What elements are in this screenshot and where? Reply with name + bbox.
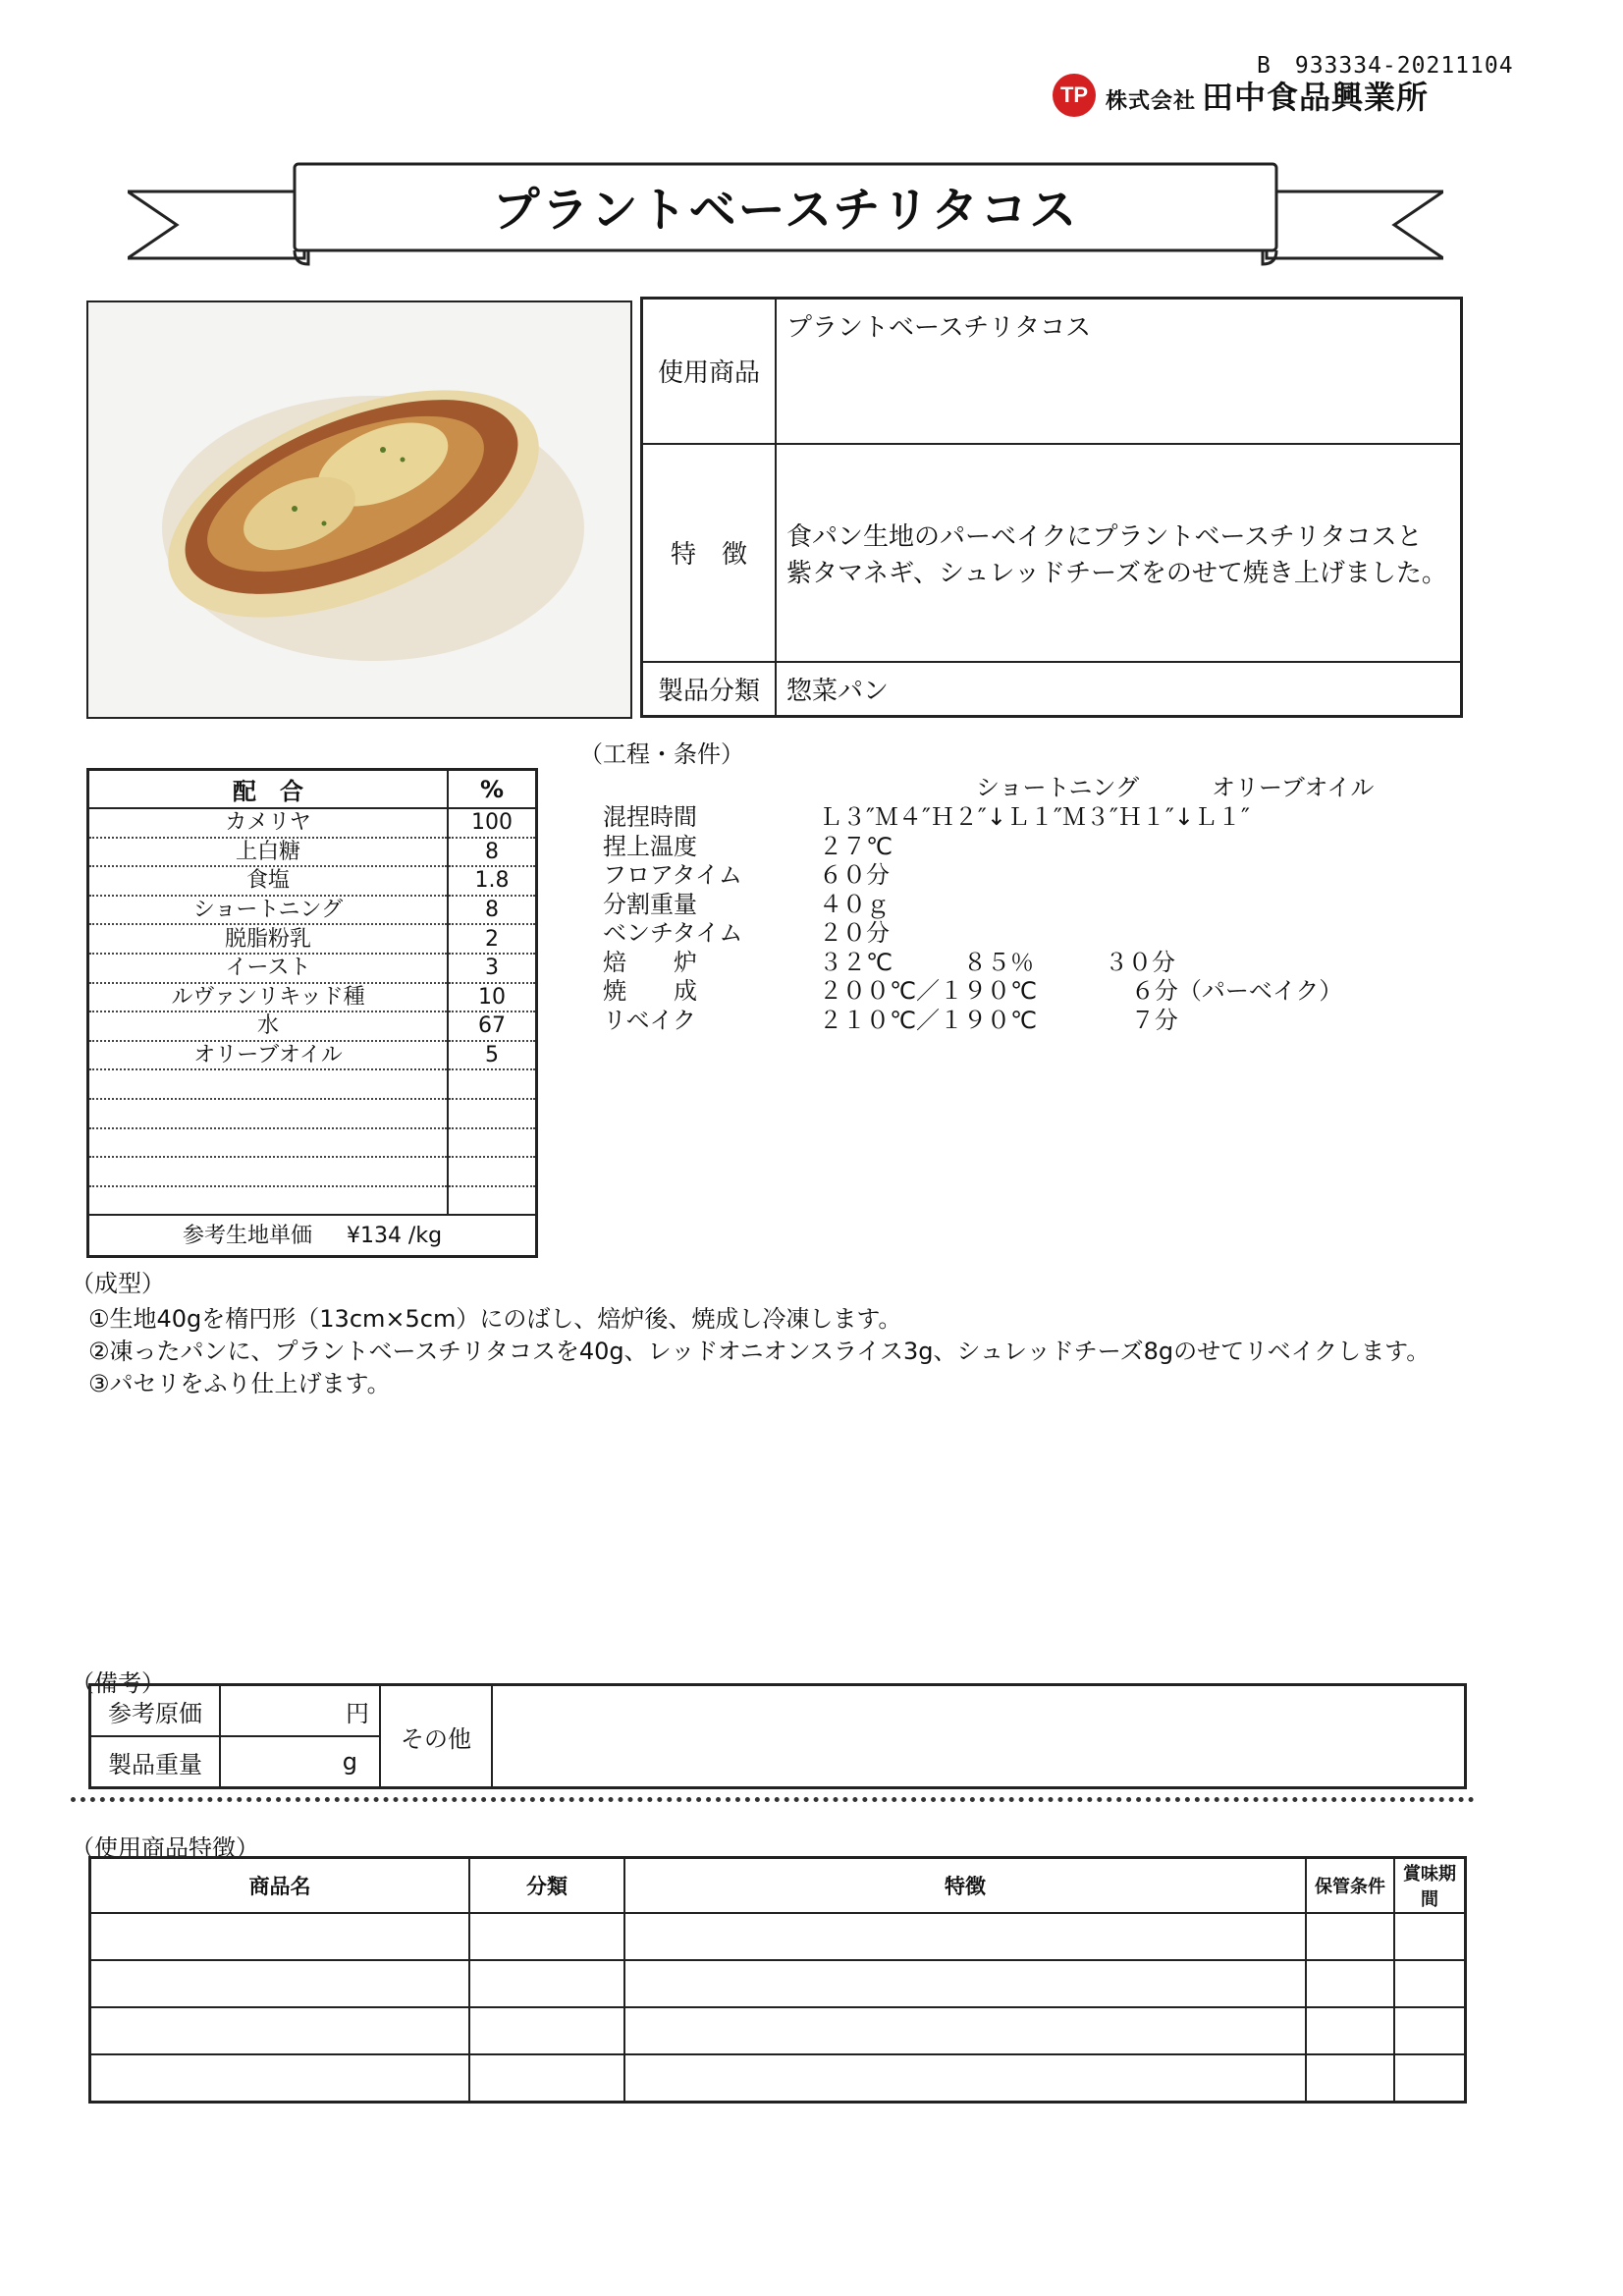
table-row <box>90 2054 1466 2103</box>
ingredient-amount: 10 <box>448 983 537 1012</box>
recipe-row <box>88 808 537 838</box>
category-label: 製品分類 <box>642 662 777 717</box>
recipe-table <box>86 768 538 1258</box>
condition-header-shortening: ショートニング <box>976 774 1140 801</box>
molding-step: ②凍ったパンに、プラントベースチリタコスを40g、レッドオニオンスライス3g、シュレッドチーズ8gのせてリベイクします。 <box>88 1338 1431 1365</box>
ingredient-amount: 8 <box>448 838 537 867</box>
recipe-row <box>88 896 537 925</box>
condition-value: ３２℃ ８５％ ３０分 <box>819 948 1175 976</box>
product-features-table <box>88 1856 1467 2104</box>
col-storage: 保管条件 <box>1306 1858 1394 1914</box>
recipe-row <box>88 924 537 954</box>
recipe-row <box>88 1128 537 1158</box>
recipe-row <box>88 1011 537 1041</box>
other-value <box>492 1685 1466 1788</box>
condition-value: Ｌ３″Ｍ４″Ｈ２″↓Ｌ１″Ｍ３″Ｈ１″↓Ｌ１″ <box>819 803 1250 831</box>
condition-label: 分割重量 <box>603 890 697 918</box>
ingredient-amount <box>448 1099 537 1128</box>
condition-label: 焼 成 <box>603 977 697 1005</box>
weight-label: 製品重量 <box>90 1736 221 1788</box>
col-features: 特徴 <box>624 1858 1306 1914</box>
ingredient-amount <box>448 1186 537 1216</box>
ingredient-amount: 100 <box>448 808 537 838</box>
features-label: 特 徴 <box>642 444 777 662</box>
category-value: 惣菜パン <box>776 662 1462 717</box>
recipe-row <box>88 838 537 867</box>
remarks-heading: （備考） <box>71 1669 165 1697</box>
ingredient-amount: 5 <box>448 1041 537 1070</box>
page-title: プラントベースチリタコス <box>492 183 1079 238</box>
company-logo: TP <box>1053 74 1096 117</box>
other-label: その他 <box>380 1685 492 1788</box>
ingredient-name <box>88 1069 449 1099</box>
recipe-body <box>88 808 537 1215</box>
col-category: 分類 <box>469 1858 624 1914</box>
company-name <box>1106 73 1429 118</box>
recipe-header-pct: % <box>448 770 537 809</box>
condition-label: フロアタイム <box>603 861 742 889</box>
ingredient-amount: 67 <box>448 1011 537 1041</box>
ingredient-name <box>88 1157 449 1186</box>
ingredient-name: カメリヤ <box>88 808 449 838</box>
ingredient-name: ルヴァンリキッド種 <box>88 983 449 1012</box>
recipe-row <box>88 954 537 983</box>
condition-label: ベンチタイム <box>603 919 743 947</box>
unit-price-value: ¥134 /kg <box>346 1223 443 1248</box>
ingredient-name <box>88 1186 449 1216</box>
condition-label: 混捏時間 <box>603 803 697 831</box>
condition-label: リベイク <box>603 1006 697 1034</box>
molding-step: ③パセリをふり仕上げます。 <box>88 1370 391 1397</box>
product-photo-image <box>88 302 630 717</box>
features-line-2: 紫タマネギ、シュレッドチーズをのせて焼き上げました。 <box>786 558 1447 588</box>
recipe-footer <box>88 1215 537 1257</box>
document-code: B 933334-20211104 <box>1257 53 1514 79</box>
recipe-row <box>88 1157 537 1186</box>
ingredient-name <box>88 1099 449 1128</box>
ingredient-amount: 1.8 <box>448 866 537 896</box>
col-shelf-life: 賞味期間 <box>1394 1858 1466 1914</box>
features-value <box>776 444 1462 662</box>
ingredient-name: 食塩 <box>88 866 449 896</box>
recipe-row <box>88 866 537 896</box>
molding-heading: （成型） <box>71 1270 165 1297</box>
table-row <box>90 1913 1466 1960</box>
recipe-row <box>88 983 537 1012</box>
condition-value: ２１０℃／１９０℃ ７分 <box>819 1006 1178 1034</box>
ingredient-amount: 8 <box>448 896 537 925</box>
company-name-text: 田中食品興業所 <box>1202 79 1430 116</box>
ref-cost-unit: 円 <box>220 1685 380 1737</box>
recipe-row <box>88 1069 537 1099</box>
ingredient-name: ショートニング <box>88 896 449 925</box>
product-features-heading: （使用商品特徴） <box>71 1834 259 1862</box>
remarks-table <box>88 1683 1467 1789</box>
ingredient-name: オリーブオイル <box>88 1041 449 1070</box>
ingredient-amount <box>448 1157 537 1186</box>
product-photo <box>86 301 632 719</box>
process-heading: （工程・条件） <box>579 740 744 768</box>
condition-label: 捏上温度 <box>603 832 697 860</box>
molding-step: ①生地40gを楕円形（13cm×5cm）にのばし、焙炉後、焼成し冷凍します。 <box>88 1305 902 1333</box>
condition-label: 焙 炉 <box>603 948 697 976</box>
col-product-name: 商品名 <box>90 1858 470 1914</box>
ref-cost-label: 参考原価 <box>90 1685 221 1737</box>
weight-unit: g <box>220 1736 380 1788</box>
product-info-table <box>640 297 1463 718</box>
ingredient-name: 上白糖 <box>88 838 449 867</box>
ingredient-amount <box>448 1069 537 1099</box>
table-row <box>90 1960 1466 2007</box>
ingredient-amount: 2 <box>448 924 537 954</box>
recipe-row <box>88 1186 537 1216</box>
ingredient-amount: 3 <box>448 954 537 983</box>
features-line-1: 食パン生地のパーベイクにプラントベースチリタコスと <box>786 521 1423 552</box>
used-product-value: プラントベースチリタコス <box>776 299 1462 444</box>
condition-value: ４０ｇ <box>819 890 890 918</box>
recipe-row <box>88 1099 537 1128</box>
table-row <box>90 2007 1466 2054</box>
unit-price-label: 参考生地単価 <box>182 1223 312 1248</box>
ingredient-name <box>88 1128 449 1158</box>
condition-value: ２７℃ <box>819 832 893 860</box>
recipe-header-ingredient: 配 合 <box>88 770 449 809</box>
ingredient-name: 脱脂粉乳 <box>88 924 449 954</box>
separator-line <box>71 1797 1475 1802</box>
company-header <box>1053 73 1429 118</box>
ingredient-name: イースト <box>88 954 449 983</box>
condition-value: ２０分 <box>819 919 890 947</box>
ingredient-amount <box>448 1128 537 1158</box>
used-product-label: 使用商品 <box>642 299 777 444</box>
recipe-row <box>88 1041 537 1070</box>
company-prefix: 株式会社 <box>1106 89 1197 114</box>
ingredient-name: 水 <box>88 1011 449 1041</box>
condition-value: ６０分 <box>819 861 890 889</box>
condition-value: ２００℃／１９０℃ ６分（パーベイク） <box>819 977 1343 1005</box>
condition-header-olive-oil: オリーブオイル <box>1212 774 1375 801</box>
